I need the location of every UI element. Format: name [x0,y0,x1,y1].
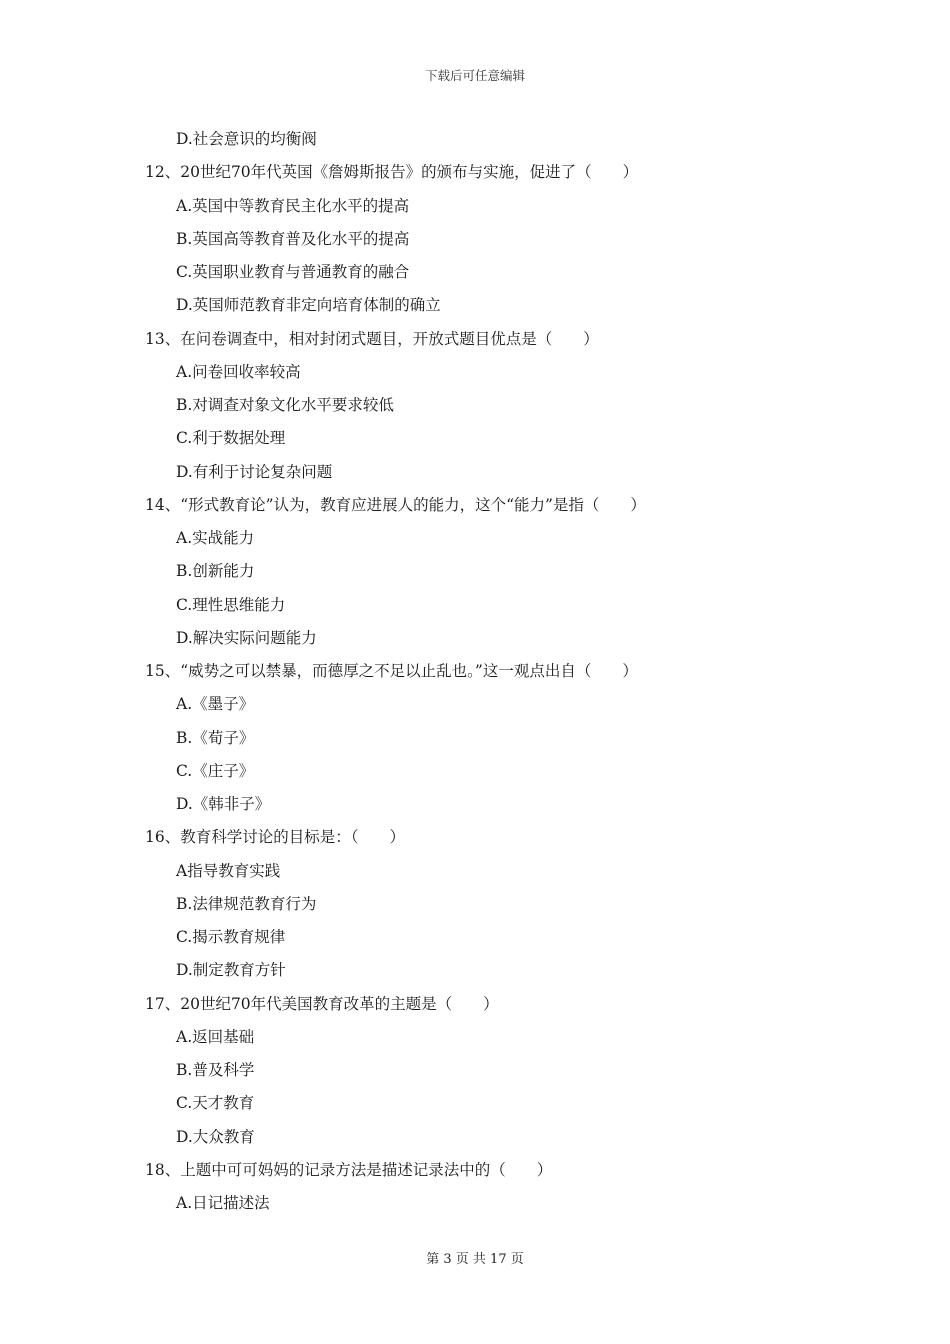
answer-option: D.制定教育方针 [176,961,286,980]
answer-option: C.揭示教育规律 [176,928,286,946]
answer-option: D.有利于讨论复杂问题 [176,462,333,481]
page-header: 下载后可任意编辑 [424,68,525,83]
page-footer: 第 3 页 共 17 页 [426,1252,524,1267]
answer-option: A.问卷回收率较高 [176,362,301,381]
answer-option: D.解决实际问题能力 [176,628,317,647]
question-stem: 13、在问卷调查中，相对封闭式题目，开放式题目优点是（ ） [145,329,599,348]
answer-option: A.《墨子》 [176,695,255,714]
answer-option: C.英国职业教育与普通教育的融合 [176,263,410,281]
answer-option: C.天才教育 [176,1094,255,1113]
answer-option: D.社会意识的均衡阀 [176,130,317,148]
answer-option: A.返回基础 [176,1027,255,1046]
answer-option: B.对调查对象文化水平要求较低 [176,396,394,414]
question-stem: 18、上题中可可妈妈的记录方法是描述记录法中的（ ） [145,1160,553,1179]
answer-option: A指导教育实践 [176,861,281,880]
question-stem: 15、“威势之可以禁暴，而德厚之不足以止乱也。”这一观点出自（ ） [145,662,638,680]
answer-option: B.普及科学 [176,1061,255,1079]
answer-option: B.《荀子》 [176,728,255,747]
answer-option: D.大众教育 [176,1127,255,1146]
answer-option: B.法律规范教育行为 [176,894,317,913]
answer-option: A.日记描述法 [176,1194,270,1212]
answer-option: C.利于数据处理 [176,429,286,448]
answer-option: C.理性思维能力 [176,595,286,614]
answer-option: A.实战能力 [176,529,255,547]
question-stem: 14、“形式教育论”认为，教育应进展人的能力，这个“能力”是指（ ） [145,495,646,514]
answer-option: D.《韩非子》 [176,795,271,813]
question-list [0,123,950,1220]
question-stem: 17、20世纪70年代美国教育改革的主题是（ ） [145,994,499,1013]
question-stem: 12、20世纪70年代英国《詹姆斯报告》的颁布与实施，促进了（ ） [145,163,639,182]
question-stem: 16、教育科学讨论的目标是：（ ） [145,828,405,847]
answer-option: B.创新能力 [176,562,255,581]
answer-option: C.《庄子》 [176,761,255,780]
answer-option: D.英国师范教育非定向培育体制的确立 [176,296,441,315]
answer-option: A.英国中等教育民主化水平的提高 [176,196,410,215]
answer-option: B.英国高等教育普及化水平的提高 [176,229,410,248]
